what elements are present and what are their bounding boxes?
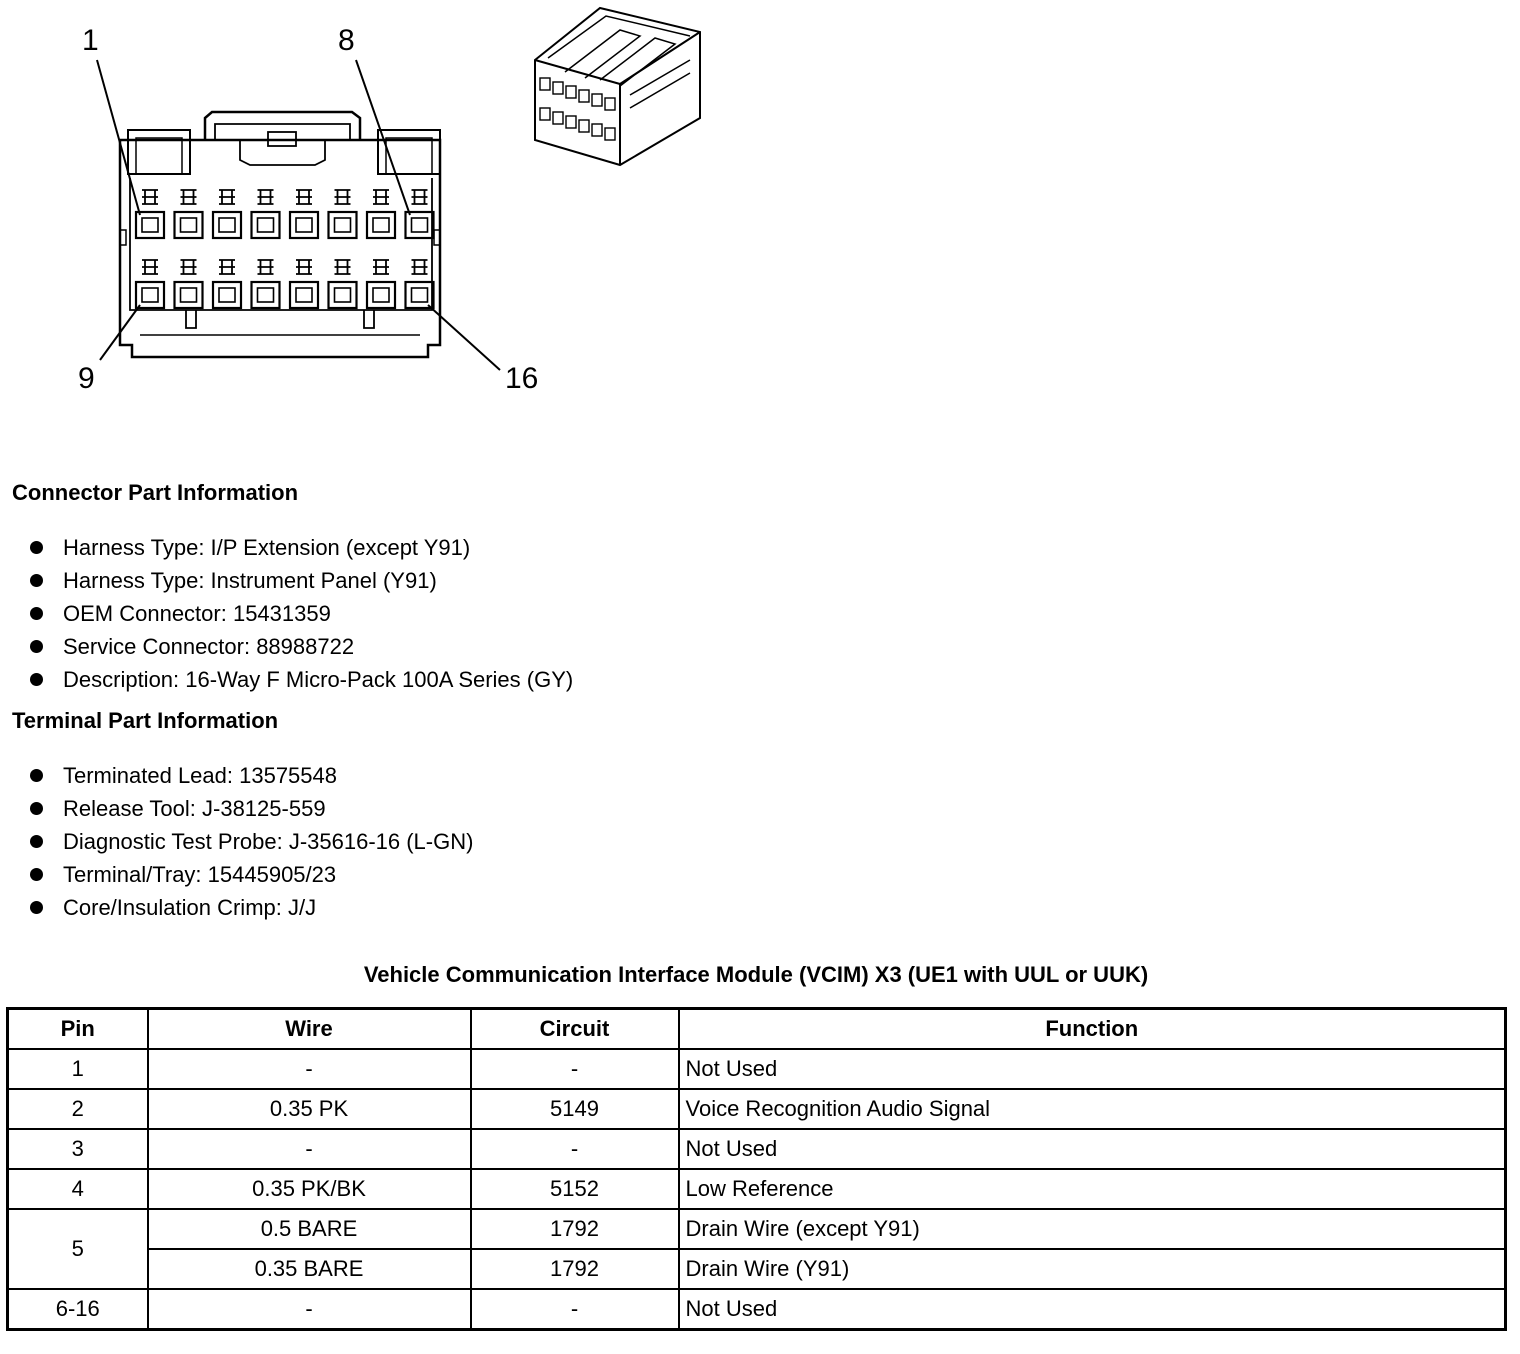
circuit-cell: -	[471, 1129, 679, 1169]
column-header-pin: Pin	[8, 1009, 148, 1050]
list-item-text: OEM Connector: 15431359	[63, 601, 331, 626]
pin-cell: 2	[8, 1089, 148, 1129]
wire-cell: 0.35 PK	[148, 1089, 471, 1129]
wire-cell: 0.35 BARE	[148, 1249, 471, 1289]
connector-body	[120, 140, 440, 357]
pin-cavity-16	[406, 260, 434, 308]
pin-cavity-13	[290, 260, 318, 308]
table-header-row	[8, 1009, 1506, 1050]
wire-cell: -	[148, 1289, 471, 1330]
wire-cell: -	[148, 1129, 471, 1169]
pin-cavity-11	[213, 260, 241, 308]
list-item	[28, 531, 573, 564]
pin-cell: 6-16	[8, 1289, 148, 1330]
function-cell: Not Used	[679, 1289, 1506, 1330]
bullet-icon	[30, 769, 43, 782]
bullet-icon	[30, 673, 43, 686]
function-cell: Not Used	[679, 1129, 1506, 1169]
column-header-function: Function	[679, 1009, 1506, 1050]
connector-part-info-title: Connector Part Information	[12, 480, 299, 505]
circuit-cell: 5149	[471, 1089, 679, 1129]
table-row	[8, 1169, 1506, 1209]
list-item-text: Description: 16-Way F Micro-Pack 100A Series (GY)	[63, 667, 574, 692]
pin-cell: 5	[8, 1209, 148, 1289]
pin-cavity-14	[329, 260, 357, 308]
connector-latch	[205, 112, 360, 140]
pin-label-16: 16	[505, 362, 539, 395]
column-header-wire: Wire	[148, 1009, 471, 1050]
list-item	[28, 792, 473, 825]
function-cell: Not Used	[679, 1049, 1506, 1089]
table-row	[8, 1049, 1506, 1089]
pin-cavity-10	[175, 260, 203, 308]
bullet-icon	[30, 901, 43, 914]
list-item-text: Terminal/Tray: 15445905/23	[63, 862, 337, 887]
list-item	[28, 663, 573, 696]
pin-cavity-5	[290, 190, 318, 238]
pinout-table-title: Vehicle Communication Interface Module (VCIM) X3 (UE1 with UUL or UUK)	[363, 962, 1149, 987]
pin-cell: 3	[8, 1129, 148, 1169]
circuit-cell: 1792	[471, 1249, 679, 1289]
circuit-cell: -	[471, 1049, 679, 1089]
pin-cell: 1	[8, 1049, 148, 1089]
leader-line-pin-1	[97, 60, 140, 215]
bullet-icon	[30, 541, 43, 554]
function-cell: Drain Wire (except Y91)	[679, 1209, 1506, 1249]
pin-label-8: 8	[338, 24, 355, 57]
list-item-text: Harness Type: I/P Extension (except Y91)	[63, 535, 471, 560]
list-item	[28, 564, 573, 597]
list-item-text: Harness Type: Instrument Panel (Y91)	[63, 568, 437, 593]
connector-diagram	[0, 0, 760, 420]
terminal-part-info-title: Terminal Part Information	[12, 708, 279, 733]
pin-label-1: 1	[82, 24, 99, 57]
function-cell: Low Reference	[679, 1169, 1506, 1209]
circuit-cell: -	[471, 1289, 679, 1330]
pin-cavity-6	[329, 190, 357, 238]
list-item	[28, 891, 473, 924]
bullet-icon	[30, 607, 43, 620]
list-item-text: Service Connector: 88988722	[63, 634, 355, 659]
list-item	[28, 858, 473, 891]
circuit-cell: 5152	[471, 1169, 679, 1209]
pin-cavity-4	[252, 190, 280, 238]
wire-cell: -	[148, 1049, 471, 1089]
pin-cavity-15	[367, 260, 395, 308]
table-row	[8, 1129, 1506, 1169]
wire-cell: 0.35 PK/BK	[148, 1169, 471, 1209]
connector-isometric-image	[535, 8, 700, 165]
function-cell: Drain Wire (Y91)	[679, 1249, 1506, 1289]
list-item	[28, 597, 573, 630]
terminal-part-info-list	[28, 759, 473, 924]
pin-cavity-9	[136, 260, 164, 308]
wire-cell: 0.5 BARE	[148, 1209, 471, 1249]
table-row	[8, 1089, 1506, 1129]
connector-part-info-list	[28, 531, 573, 696]
pin-cavity-2	[175, 190, 203, 238]
column-header-circuit: Circuit	[471, 1009, 679, 1050]
table-row	[8, 1289, 1506, 1330]
bullet-icon	[30, 574, 43, 587]
table-row	[8, 1209, 1506, 1249]
table-row	[8, 1249, 1506, 1289]
bullet-icon	[30, 640, 43, 653]
list-item-text: Diagnostic Test Probe: J-35616-16 (L-GN)	[63, 829, 474, 854]
list-item-text: Release Tool: J-38125-559	[63, 796, 326, 821]
bullet-icon	[30, 868, 43, 881]
pin-label-9: 9	[78, 362, 95, 395]
pin-cavity-7	[367, 190, 395, 238]
cavity-grid	[136, 190, 434, 308]
bullet-icon	[30, 802, 43, 815]
pinout-table	[6, 1007, 1507, 1331]
pin-cavity-3	[213, 190, 241, 238]
circuit-cell: 1792	[471, 1209, 679, 1249]
pin-cell: 4	[8, 1169, 148, 1209]
bullet-icon	[30, 835, 43, 848]
list-item-text: Terminated Lead: 13575548	[63, 763, 337, 788]
pin-cavity-12	[252, 260, 280, 308]
list-item	[28, 630, 573, 663]
list-item	[28, 825, 473, 858]
list-item	[28, 759, 473, 792]
list-item-text: Core/Insulation Crimp: J/J	[63, 895, 317, 920]
function-cell: Voice Recognition Audio Signal	[679, 1089, 1506, 1129]
